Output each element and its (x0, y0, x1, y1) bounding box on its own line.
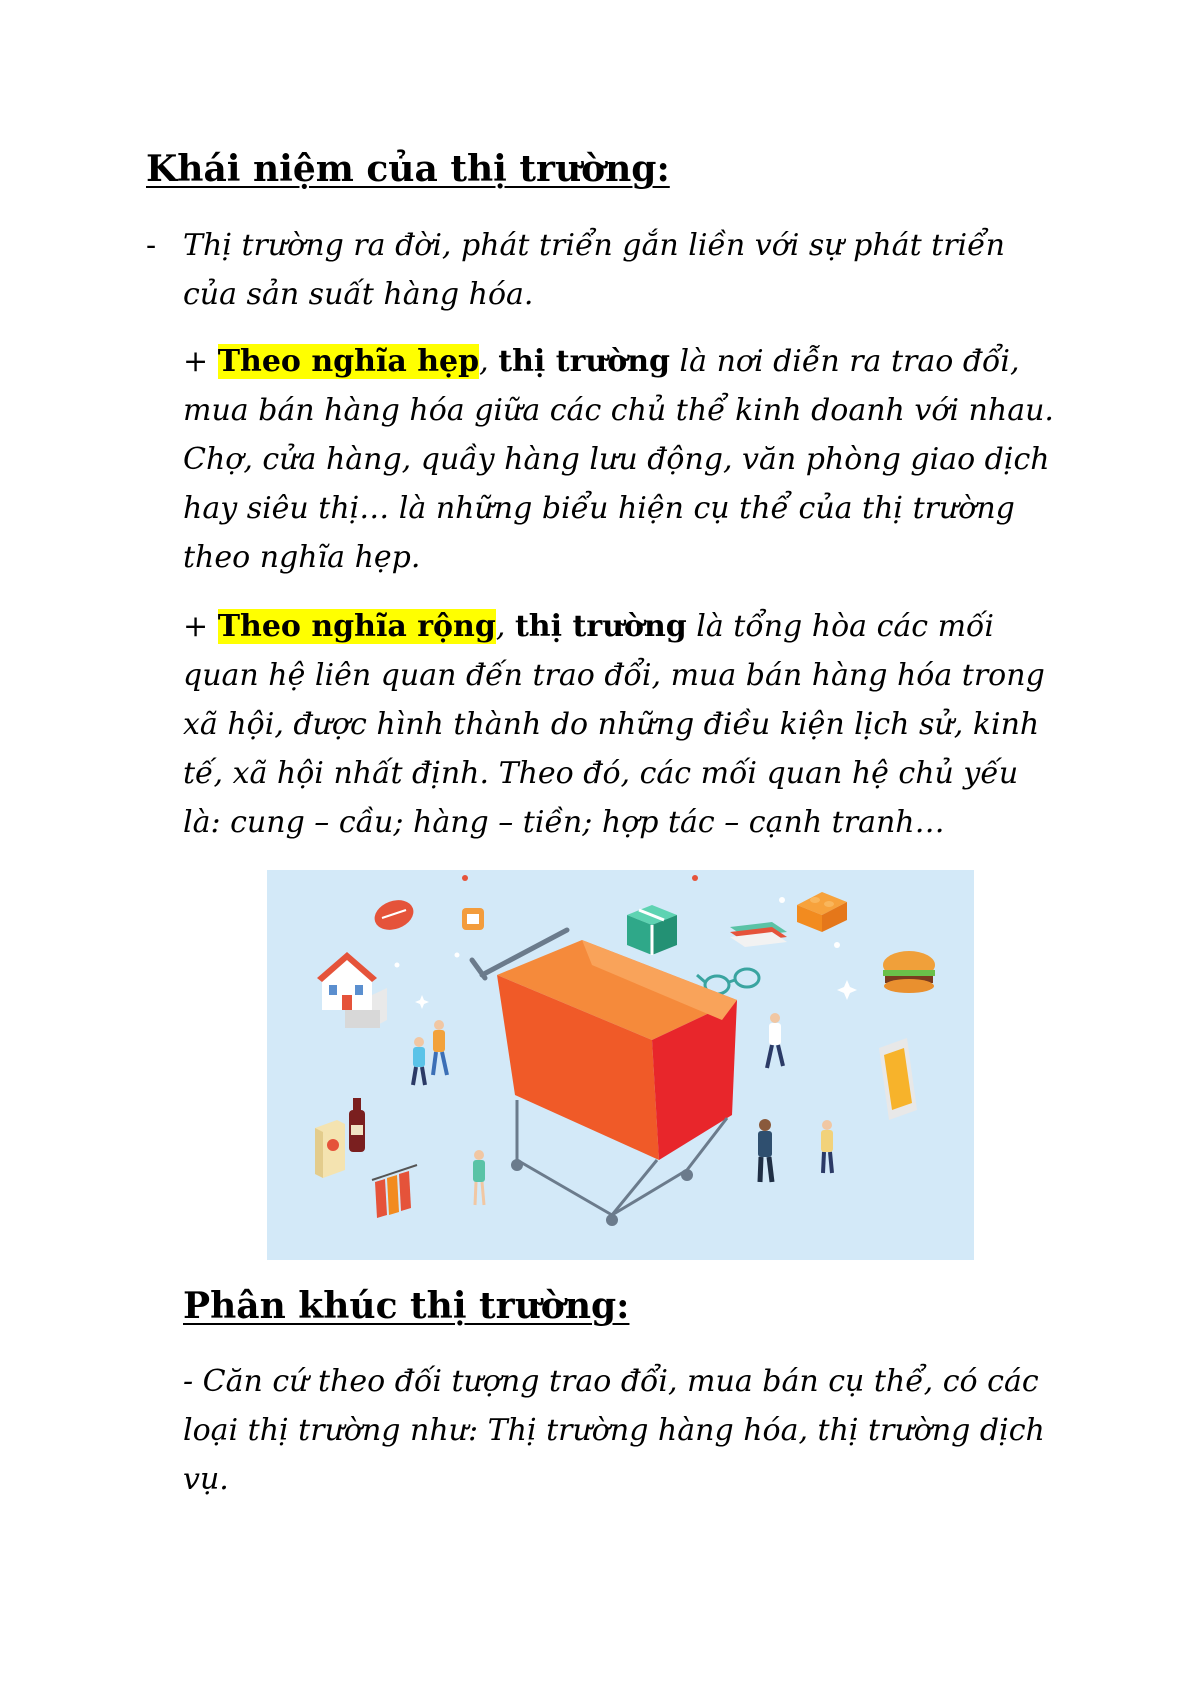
books-icon (730, 922, 787, 947)
market-illustration (267, 870, 974, 1260)
bottle-icon (349, 1098, 365, 1152)
clothes-rack-icon (372, 1165, 417, 1218)
broad-definition-text: là tổng hòa các mối quan hệ liên quan đến trao đổi, mua bán hàng hóa trong xã hội, được hình thành do những điều kiện lịch sử, kinh tế, xã hội nhất định. Theo đó, các mối quan hệ chủ yếu là: cung – cầu; hàng – tiền; hợp tác – cạnh tranh… (183, 609, 1045, 840)
segmentation-paragraph: - Căn cứ theo đối tượng trao đổi, mua bán cụ thể, có các loại thị trường như: Thị trường hàng hóa, thị trường dịch vụ. (183, 1364, 1045, 1497)
person-icon (767, 1013, 783, 1068)
smartphone-icon (879, 1038, 917, 1120)
bullet-paragraph (146, 221, 1023, 319)
term-market: thị trường (498, 344, 671, 379)
toy-brick-icon (797, 892, 847, 932)
bullet-dash: - (146, 228, 157, 263)
gift-box-icon (627, 905, 677, 955)
comma: , (479, 344, 489, 379)
person-icon (758, 1119, 772, 1182)
bullet-text: Thị trường ra đời, phát triển gắn liền với sự phát triển của sản suất hàng hóa. (183, 228, 1005, 312)
person-icon (473, 1150, 485, 1205)
highlight-narrow-sense: Theo nghĩa hẹp (217, 344, 480, 379)
section-heading-market-segmentation: Phân khúc thị trường: (183, 1285, 630, 1327)
house-icon (317, 952, 387, 1028)
shopping-app-icon (462, 908, 484, 930)
highlight-broad-sense: Theo nghĩa rộng (217, 609, 496, 644)
plus-marker: + (183, 609, 209, 644)
narrow-definition-text: là nơi diễn ra trao đổi, mua bán hàng hóa giữa các chủ thể kinh doanh với nhau. Chợ, cửa hàng, quầy hàng lưu động, văn phòng giao dịch hay siêu thị… là những biểu hiện cụ thể của thị trường theo nghĩa hẹp. (183, 344, 1054, 575)
person-icon (413, 1037, 425, 1085)
term-market: thị trường (514, 609, 687, 644)
football-icon (370, 895, 417, 935)
person-icon (821, 1120, 833, 1173)
plus-marker: + (183, 344, 209, 379)
shopping-cart-icon (472, 930, 737, 1226)
cereal-box-icon (315, 1120, 345, 1178)
narrow-definition-paragraph (183, 337, 1063, 582)
person-icon (433, 1020, 447, 1075)
section-heading-market-concept: Khái niệm của thị trường: (146, 148, 670, 190)
comma: , (495, 609, 506, 644)
broad-definition-paragraph (183, 602, 1063, 847)
burger-icon (883, 951, 935, 993)
